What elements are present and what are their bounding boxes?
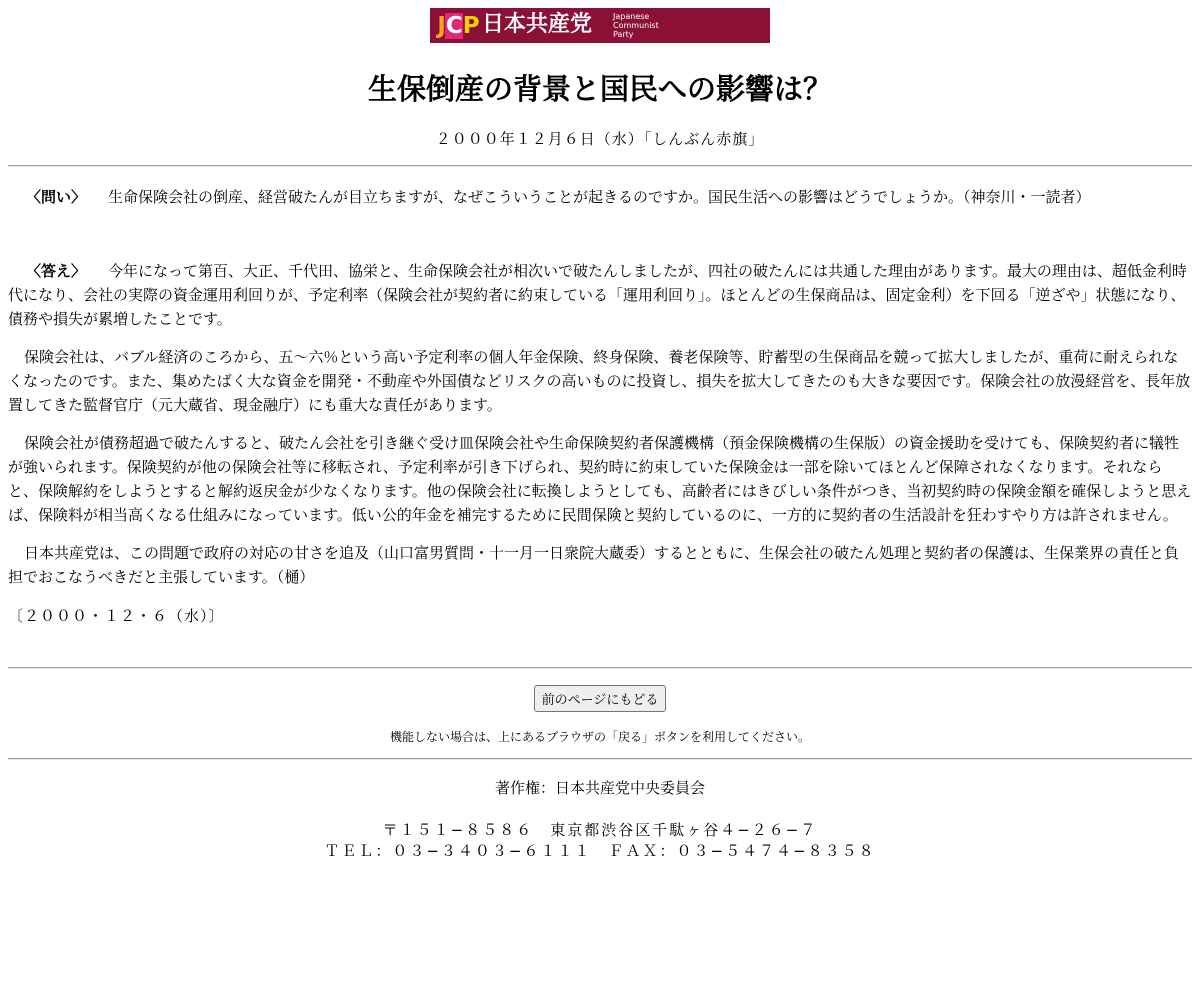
back-button[interactable]: 前のページにもどる bbox=[534, 685, 667, 712]
jcp-mark bbox=[434, 13, 482, 39]
body-paragraph-2: 保険会社が債務超過で破たんすると、破たん会社を引き継ぐ受け皿保険会社や生命保険契約者保護機構（預金保険機構の生保版）の資金援助を受けても、保険契約者に犠牲が強いられます。保険契約が他の保険会社等に移転され、予定利率が引き下げられ、契約時に約束していた保険金は一部を除いてほとんど保障されなくなります。それならと、保険解約をしようとすると解約返戻金が少なくなります。他の保険会社に転換しようとしても、高齢者にはきびしい条件がつき、当初契約時の保険金額を確保しようと思えば、保険料が相当高くなる仕組みになっています。低い公的年金を補完するために民間保険と契約しているのに、一方的に契約者の生活設計を狂わすやり方は許されません。 bbox=[8, 434, 1192, 524]
article-title: 生保倒産の背景と国民への影響は？ bbox=[367, 72, 832, 106]
divider-bottom bbox=[8, 758, 1192, 760]
question-text: 生命保険会社の倒産、経営破たんが目立ちますが、なぜこういうことが起きるのですか。国民生活への影響はどうでしょうか。（神奈川・一読者） bbox=[108, 188, 1091, 206]
body-paragraph-3: 日本共産党は、この問題で政府の対応の甘さを追及（山口富男質問・十一月一日衆院大蔵委）するとともに、生保会社の破たん処理と契約者の保護は、生保業界の責任と負担でおこなうべきだと主張しています。（樋） bbox=[8, 544, 1180, 586]
answer-label: 〈答え〉 bbox=[26, 262, 87, 280]
question-label: 〈問い〉 bbox=[26, 188, 87, 206]
divider-middle bbox=[8, 667, 1192, 669]
postal-address: 〒１５１−８５８６ 東京都渋谷区千駄ヶ谷４−２６−７ bbox=[382, 821, 818, 839]
body-paragraph-1: 保険会社は、バブル経済のころから、五〜六％という高い予定利率の個人年金保険、終身保険、養老保険等、貯蓄型の生保商品を競って拡大しましたが、重荷に耐えられなくなったのです。また、集めたばく大な資金を開発・不動産や外国債などリスクの高いものに投資し、損失を拡大してきたのも大きな要因です。保険会社の放漫経営を、長年放置してきた監督官庁（元大蔵省、現金融庁）にも重大な責任があります。 bbox=[8, 348, 1191, 414]
logo-area bbox=[8, 0, 1192, 43]
closing-date: 〔２０００・１２・６（水）〕 bbox=[8, 607, 225, 625]
answer-block bbox=[8, 259, 1192, 331]
logo-english-line3: Party bbox=[613, 30, 634, 39]
jcp-mark-p: P bbox=[462, 13, 479, 39]
jcp-mark-j: J bbox=[437, 13, 445, 39]
copyright: 著作権：日本共産党中央委員会 bbox=[494, 779, 705, 797]
answer-text: 今年になって第百、大正、千代田、協栄と、生命保険会社が相次いで破たんしましたが、四社の破たんには共通した理由があります。最大の理由は、超低金利時代になり、会社の実際の資金運用利回りが、予定利率（保険会社が契約者に約束している「運用利回り」。ほとんどの生保商品は、固定金利）を下回る「逆ざや」状態になり、債務や損失が累増したことです。 bbox=[8, 262, 1187, 328]
divider-top bbox=[8, 165, 1192, 167]
page bbox=[8, 0, 1192, 862]
logo-english-line1: Japanese bbox=[613, 12, 650, 21]
jcp-mark-c: C bbox=[445, 13, 462, 39]
article-date: ２０００年１２月６日（水）「しんぶん赤旗」 bbox=[435, 130, 765, 148]
back-button-area bbox=[8, 685, 1192, 712]
logo-english-name bbox=[613, 12, 659, 39]
question-block bbox=[8, 185, 1192, 209]
jcp-logo bbox=[430, 8, 770, 43]
back-note: 機能しない場合は、上にあるブラウザの「戻る」ボタンを利用してください。 bbox=[389, 730, 810, 744]
logo-party-name: 日本共産党 bbox=[482, 12, 593, 37]
phone-fax: ＴＥＬ：０３−３４０３−６１１１ ＦＡＸ：０３−５４７４−８３５８ bbox=[324, 842, 876, 860]
contact-address bbox=[8, 820, 1192, 862]
logo-english-line2: Communist bbox=[613, 21, 659, 30]
